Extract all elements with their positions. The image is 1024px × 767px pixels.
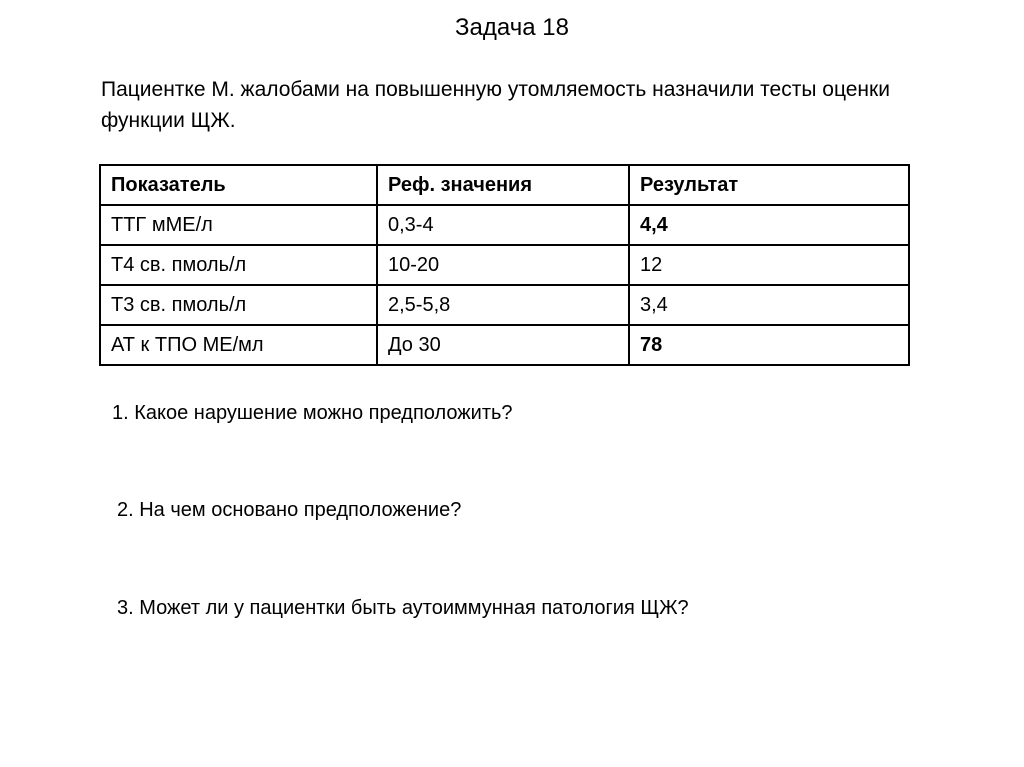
question-3: 3. Может ли у пациентки быть аутоиммунная патология ЩЖ? bbox=[117, 597, 689, 619]
table-row bbox=[100, 285, 909, 325]
question-2: 2. На чем основано предположение? bbox=[117, 499, 462, 521]
header-indicator: Показатель bbox=[100, 165, 377, 205]
indicator-cell: Т3 св. пмоль/л bbox=[100, 285, 377, 325]
question-1: 1. Какое нарушение можно предположить? bbox=[112, 402, 513, 424]
reference-cell: До 30 bbox=[377, 325, 629, 365]
indicator-cell: Т4 св. пмоль/л bbox=[100, 245, 377, 285]
lab-results-table bbox=[99, 164, 910, 366]
indicator-cell: ТТГ мМЕ/л bbox=[100, 205, 377, 245]
result-cell: 3,4 bbox=[629, 285, 909, 325]
reference-cell: 0,3-4 bbox=[377, 205, 629, 245]
result-cell: 78 bbox=[629, 325, 909, 365]
reference-cell: 2,5-5,8 bbox=[377, 285, 629, 325]
header-reference: Реф. значения bbox=[377, 165, 629, 205]
table-row bbox=[100, 205, 909, 245]
page-title: Задача 18 bbox=[455, 14, 569, 41]
indicator-cell: АТ к ТПО МЕ/мл bbox=[100, 325, 377, 365]
table-row bbox=[100, 245, 909, 285]
table-row bbox=[100, 325, 909, 365]
task-description: Пациентке М. жалобами на повышенную утомляемость назначили тесты оценки функции ЩЖ. bbox=[101, 78, 890, 132]
reference-cell: 10-20 bbox=[377, 245, 629, 285]
header-result: Результат bbox=[629, 165, 909, 205]
result-cell: 4,4 bbox=[629, 205, 909, 245]
table-header-row bbox=[100, 165, 909, 205]
result-cell: 12 bbox=[629, 245, 909, 285]
